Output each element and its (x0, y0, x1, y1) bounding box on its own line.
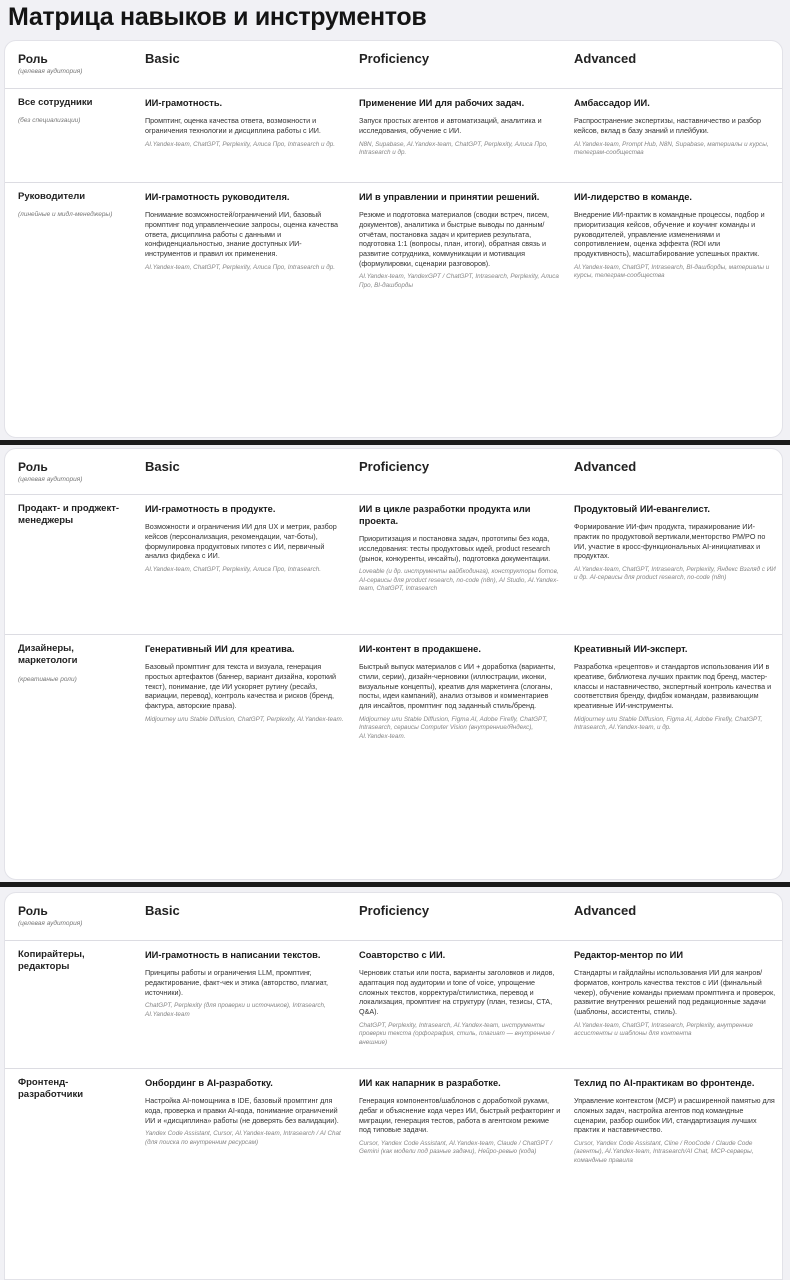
matrix-cell (574, 183, 776, 281)
header-row (5, 41, 782, 89)
role-name: Дизайнеры, маркетологи (18, 643, 78, 667)
skill-tools: Midjourney или Stable Diffusion, Figma AI, Adobe Firefly, ChatGPT, Intrasearch, сервисы Computer Vision (внутренние/Яндекс), AI.Yandex-team. (359, 715, 548, 740)
skill-heading: ИИ-лидерство в команде. (574, 192, 692, 202)
skill-heading: Онбординг в AI-разработку. (145, 1078, 273, 1088)
matrix-cell (145, 183, 345, 272)
role-column-subheader: (целевая аудитория) (18, 68, 83, 75)
skill-heading: ИИ-контент в продакшене. (359, 644, 481, 654)
header-row (5, 449, 782, 495)
skill-heading: Техлид по AI-практикам во фронтенде. (574, 1078, 755, 1088)
skill-heading: ИИ в цикле разработки продукта или проекта. (359, 504, 531, 527)
matrix-row (5, 635, 782, 880)
level-basic-header: Basic (145, 51, 180, 66)
skill-tools: ChatGPT, Perplexity (для проверки и источников), Intrasearch, AI.Yandex-team (145, 1002, 326, 1018)
skill-heading: Амбассадор ИИ. (574, 98, 650, 108)
level-advanced-header: Advanced (574, 459, 637, 474)
skill-tools: AI.Yandex-team, ChatGPT, Perplexity, Алиса Про, Intrasearch и др. (145, 263, 335, 271)
level-basic-header: Basic (145, 903, 180, 918)
matrix-cell (145, 89, 345, 149)
skill-description: Базовый промптинг для текста и визуала, генерация простых артефактов (баннер, вариант дизайна, короткий текст), понимание, где ИИ ускоряет рутину (ресайз, вариации, перевод), контроль качества и рисков (бренд, фактура, авторские права). (145, 662, 337, 710)
matrix-cell (574, 941, 776, 1039)
matrix-row (5, 495, 782, 635)
role-column-header: Роль (18, 904, 48, 918)
skill-heading: ИИ-грамотность в продукте. (145, 504, 276, 514)
skill-tools: AI.Yandex-team, YandexGPT / ChatGPT, Intrasearch, Perplexity, Алиса Про, BI-дашборды (359, 273, 559, 289)
skill-tools: AI.Yandex-team, Prompt Hub, N8N, Supabase, материалы и курсы, телеграм-сообщества (574, 140, 769, 157)
role-subtitle: (креативные роли) (18, 675, 77, 683)
page-title: Матрица навыков и инструментов (8, 3, 427, 31)
skill-description: Формирование ИИ-фич продукта, тиражирование ИИ-практик по продуктовой вертикали,менторство PM/PO по ИИ, участие в кросс-функциональных AI-инициативах и продуктах. (574, 522, 766, 561)
skill-description: Стандарты и гайдлайны использования ИИ для жанров/форматов, контроль качества текстов с ИИ (финальный чекер), обучение команды приемам промптинга и проверок, развитие внутренних решений под редакционные задачи (шаблоны, ассистенты, стиль). (574, 968, 776, 1016)
skill-tools: ChatGPT, Perplexity, Intrasearch, AI.Yandex-team, инструменты проверки текста (орфография, стиль, плагиат — внутренние / внешние) (359, 1021, 555, 1046)
skill-description: Управление контекстом (MCP) и расширенной памятью для сложных задач, настройка агентов под командные сценарии, разбор ошибок ИИ, стандартизация лучших практик и наставничество. (574, 1096, 775, 1135)
skill-tools: Loveable (и др. инструменты вайбкодинга), конструкторы ботов, AI-сервисы для product research, no-code (n8n), AI Studio, AI.Yandex-team, ChatGPT, Intrasearch (359, 568, 559, 593)
role-name: Все сотрудники (18, 97, 93, 108)
matrix-cell (574, 635, 776, 733)
skill-description: Настройка AI-помощника в IDE, базовый промптинг для кода, проверка и правки AI-кода, понимание ограничений ИИ и «дисциплина» работы (не доверять без валидации). (145, 1096, 339, 1125)
skill-tools: AI.Yandex-team, ChatGPT, Intrasearch, Perplexity, внутренние ассистенты и шаблоны для контента (574, 1021, 754, 1038)
matrix-cell (359, 941, 561, 1047)
matrix-cell (145, 635, 345, 724)
matrix-row (5, 183, 782, 438)
skill-tools: Midjourney или Stable Diffusion, Figma AI, Adobe Firefly, ChatGPT, Intrasearch, AI.Yandex-team, и др. (574, 715, 763, 732)
role-column-subheader: (целевая аудитория) (18, 920, 83, 927)
panel-divider (0, 440, 790, 445)
level-advanced-header: Advanced (574, 51, 637, 66)
skill-heading: ИИ как напарник в разработке. (359, 1078, 501, 1088)
skill-tools: AI.Yandex-team, ChatGPT, Intrasearch, Perplexity, Яндекс Взгляд с ИИ и др. AI-сервисы для product research, no-code (n8n) (574, 565, 776, 582)
skill-description: Генерация компонентов/шаблонов с доработкой руками, дебаг и объяснение кода через ИИ, быстрый рефакторинг и миграции, генерация тестов, работа в агентском режиме под типовые задачи. (359, 1096, 561, 1135)
panel-divider (0, 882, 790, 887)
matrix-cell (359, 1069, 561, 1157)
skill-heading: Креативный ИИ-эксперт. (574, 644, 688, 654)
matrix-cell (359, 183, 561, 290)
role-name: Копирайтеры, редакторы (18, 949, 85, 973)
skill-description: Разработка «рецептов» и стандартов использования ИИ в креативе, библиотека лучших практик под бренд, мастер-классы и наставничество, экспертный контроль качества и соответствия бренду, фидбэк командам, развивающим креативные ИИ-инструменты. (574, 662, 772, 710)
matrix-cell (359, 89, 561, 158)
role-column-header: Роль (18, 460, 48, 474)
skill-description: Внедрение ИИ-практик в командные процессы, подбор и приоритизация кейсов, обучение и коучинг команды и руководителей, управление изменениями и сопротивлением, оценка эффекта (ROI или продуктивность), масштабирование успешных практик. (574, 210, 765, 258)
matrix-cell (574, 89, 776, 158)
skill-heading: ИИ-грамотность. (145, 98, 223, 108)
skill-tools: N8N, Supabase, AI.Yandex-team, ChatGPT, Perplexity, Алиса Про, Intrasearch и др. (359, 140, 548, 157)
matrix-cell (574, 495, 776, 583)
level-basic-header: Basic (145, 459, 180, 474)
skill-description: Резюме и подготовка материалов (сводки встреч, писем, документов), аналитика и быстрые выводы по данным/отчётам, постановка задач и критериев результата, подготовка 1:1 (вопросы, план, итоги), обратная связь и развитие сотрудника, коммуникации и мотивация (формулировки, сценарии разговоров). (359, 210, 549, 268)
skill-tools: Cursor, Yandex Code Assistant, Cline / RooCode / Claude Code (агенты), AI.Yandex-team, Intrasearch/AI Chat, MCP-серверы, командные правила (574, 1139, 754, 1164)
matrix-cell (145, 941, 345, 1019)
skill-heading: Применение ИИ для рабочих задач. (359, 98, 525, 108)
skill-description: Понимание возможностей/ограничений ИИ, базовый промптинг под управленческие запросы, оценка качества ответа, дисциплина работы с данными и конфиденциальностью, знание доступных ИИ-инструментов и правил их применения. (145, 210, 339, 258)
skill-heading: ИИ в управлении и принятии решений. (359, 192, 540, 202)
skill-tools: Midjourney или Stable Diffusion, ChatGPT, Perplexity, AI.Yandex-team. (145, 715, 344, 723)
header-row (5, 893, 782, 941)
role-subtitle: (без специализации) (18, 117, 81, 125)
skill-description: Принципы работы и ограничения LLM, промптинг, редактирование, факт-чек и этика (авторство, плагиат, источники). (145, 968, 329, 997)
skill-heading: Генеративный ИИ для креатива. (145, 644, 295, 654)
skill-heading: Продуктовый ИИ-евангелист. (574, 504, 710, 514)
role-name: Продакт- и проджект-менеджеры (18, 503, 120, 527)
matrix-cell (145, 495, 345, 574)
matrix-cell (574, 1069, 776, 1165)
skill-description: Черновик статьи или поста, варианты заголовков и лидов, адаптация под аудитории и tone of voice, упрощение сложных текстов, корректура/стилистика, перевод и локализация, промптинг на структуру (план, тезисы, CTA, Q&A). (359, 968, 555, 1016)
matrix-cell (145, 1069, 345, 1147)
skill-heading: ИИ-грамотность в написании текстов. (145, 950, 321, 960)
level-proficiency-header: Proficiency (359, 51, 430, 66)
skill-tools: Yandex Code Assistant, Cursor, AI.Yandex-team, Intrasearch / AI Chat (для поиска по внутренним ресурсам) (145, 1130, 341, 1146)
matrix-row (5, 89, 782, 183)
level-proficiency-header: Proficiency (359, 903, 430, 918)
skill-tools: Cursor, Yandex Code Assistant, AI.Yandex-team, Claude / ChatGPT / Gemini (как модели под разные задачи), Нейро-ревью (кода) (359, 1139, 553, 1156)
skill-heading: Соавторство с ИИ. (359, 950, 446, 960)
skill-tools: AI.Yandex-team, ChatGPT, Perplexity, Алиса Про, Intrasearch. (145, 565, 321, 573)
matrix-row (5, 1069, 782, 1280)
matrix-panel-3 (4, 892, 783, 1280)
matrix-cell (359, 635, 561, 741)
role-name: Фронтенд-разработчики (18, 1077, 84, 1101)
skill-tools: AI.Yandex-team, ChatGPT, Perplexity, Алиса Про, Intrasearch и др. (145, 140, 335, 148)
level-advanced-header: Advanced (574, 903, 637, 918)
skill-heading: Редактор-ментор по ИИ (574, 950, 684, 960)
skill-description: Быстрый выпуск материалов с ИИ + доработка (варианты, стили, серии), дизайн-черновики (иллюстрации, иконки, визуальные концепты), креатив для маркетинга (слоганы, посты, идеи кампаний), анализ отзывов и комментариев для инсайтов, промптинг под заданный стиль/бренд. (359, 662, 556, 710)
skill-description: Приоритизация и постановка задач, прототипы без кода, исследования: тесты продуктовых идей, product research (рынок, конкуренты, инсайты), подготовка документации. (359, 534, 551, 563)
level-proficiency-header: Proficiency (359, 459, 430, 474)
role-subtitle: (линейные и мидл-менеджеры) (18, 211, 113, 219)
skill-description: Запуск простых агентов и автоматизаций, аналитика и исследования, обучение с ИИ. (359, 116, 542, 135)
matrix-row (5, 941, 782, 1069)
skill-heading: ИИ-грамотность руководителя. (145, 192, 290, 202)
skill-description: Промптинг, оценка качества ответа, возможности и ограничения технологии и дисциплина работы с ИИ. (145, 116, 321, 135)
matrix-panel-2 (4, 448, 783, 880)
role-column-header: Роль (18, 52, 48, 66)
matrix-panel-1 (4, 40, 783, 438)
matrix-cell (359, 495, 561, 594)
role-column-subheader: (целевая аудитория) (18, 476, 83, 483)
role-name: Руководители (18, 191, 86, 202)
skill-description: Возможности и ограничения ИИ для UX и метрик, разбор кейсов (персонализация, рекомендации, чат-боты), формулировка продуктовых гипотез с ИИ, первичный анализ фидбека с ИИ. (145, 522, 337, 561)
skill-description: Распространение экспертизы, наставничество и разбор кейсов, вклад в базу знаний и плейбуки. (574, 116, 762, 135)
skill-tools: AI.Yandex-team, ChatGPT, Intrasearch, BI-дашборды, материалы и курсы, телеграм-сообщества (574, 263, 770, 280)
